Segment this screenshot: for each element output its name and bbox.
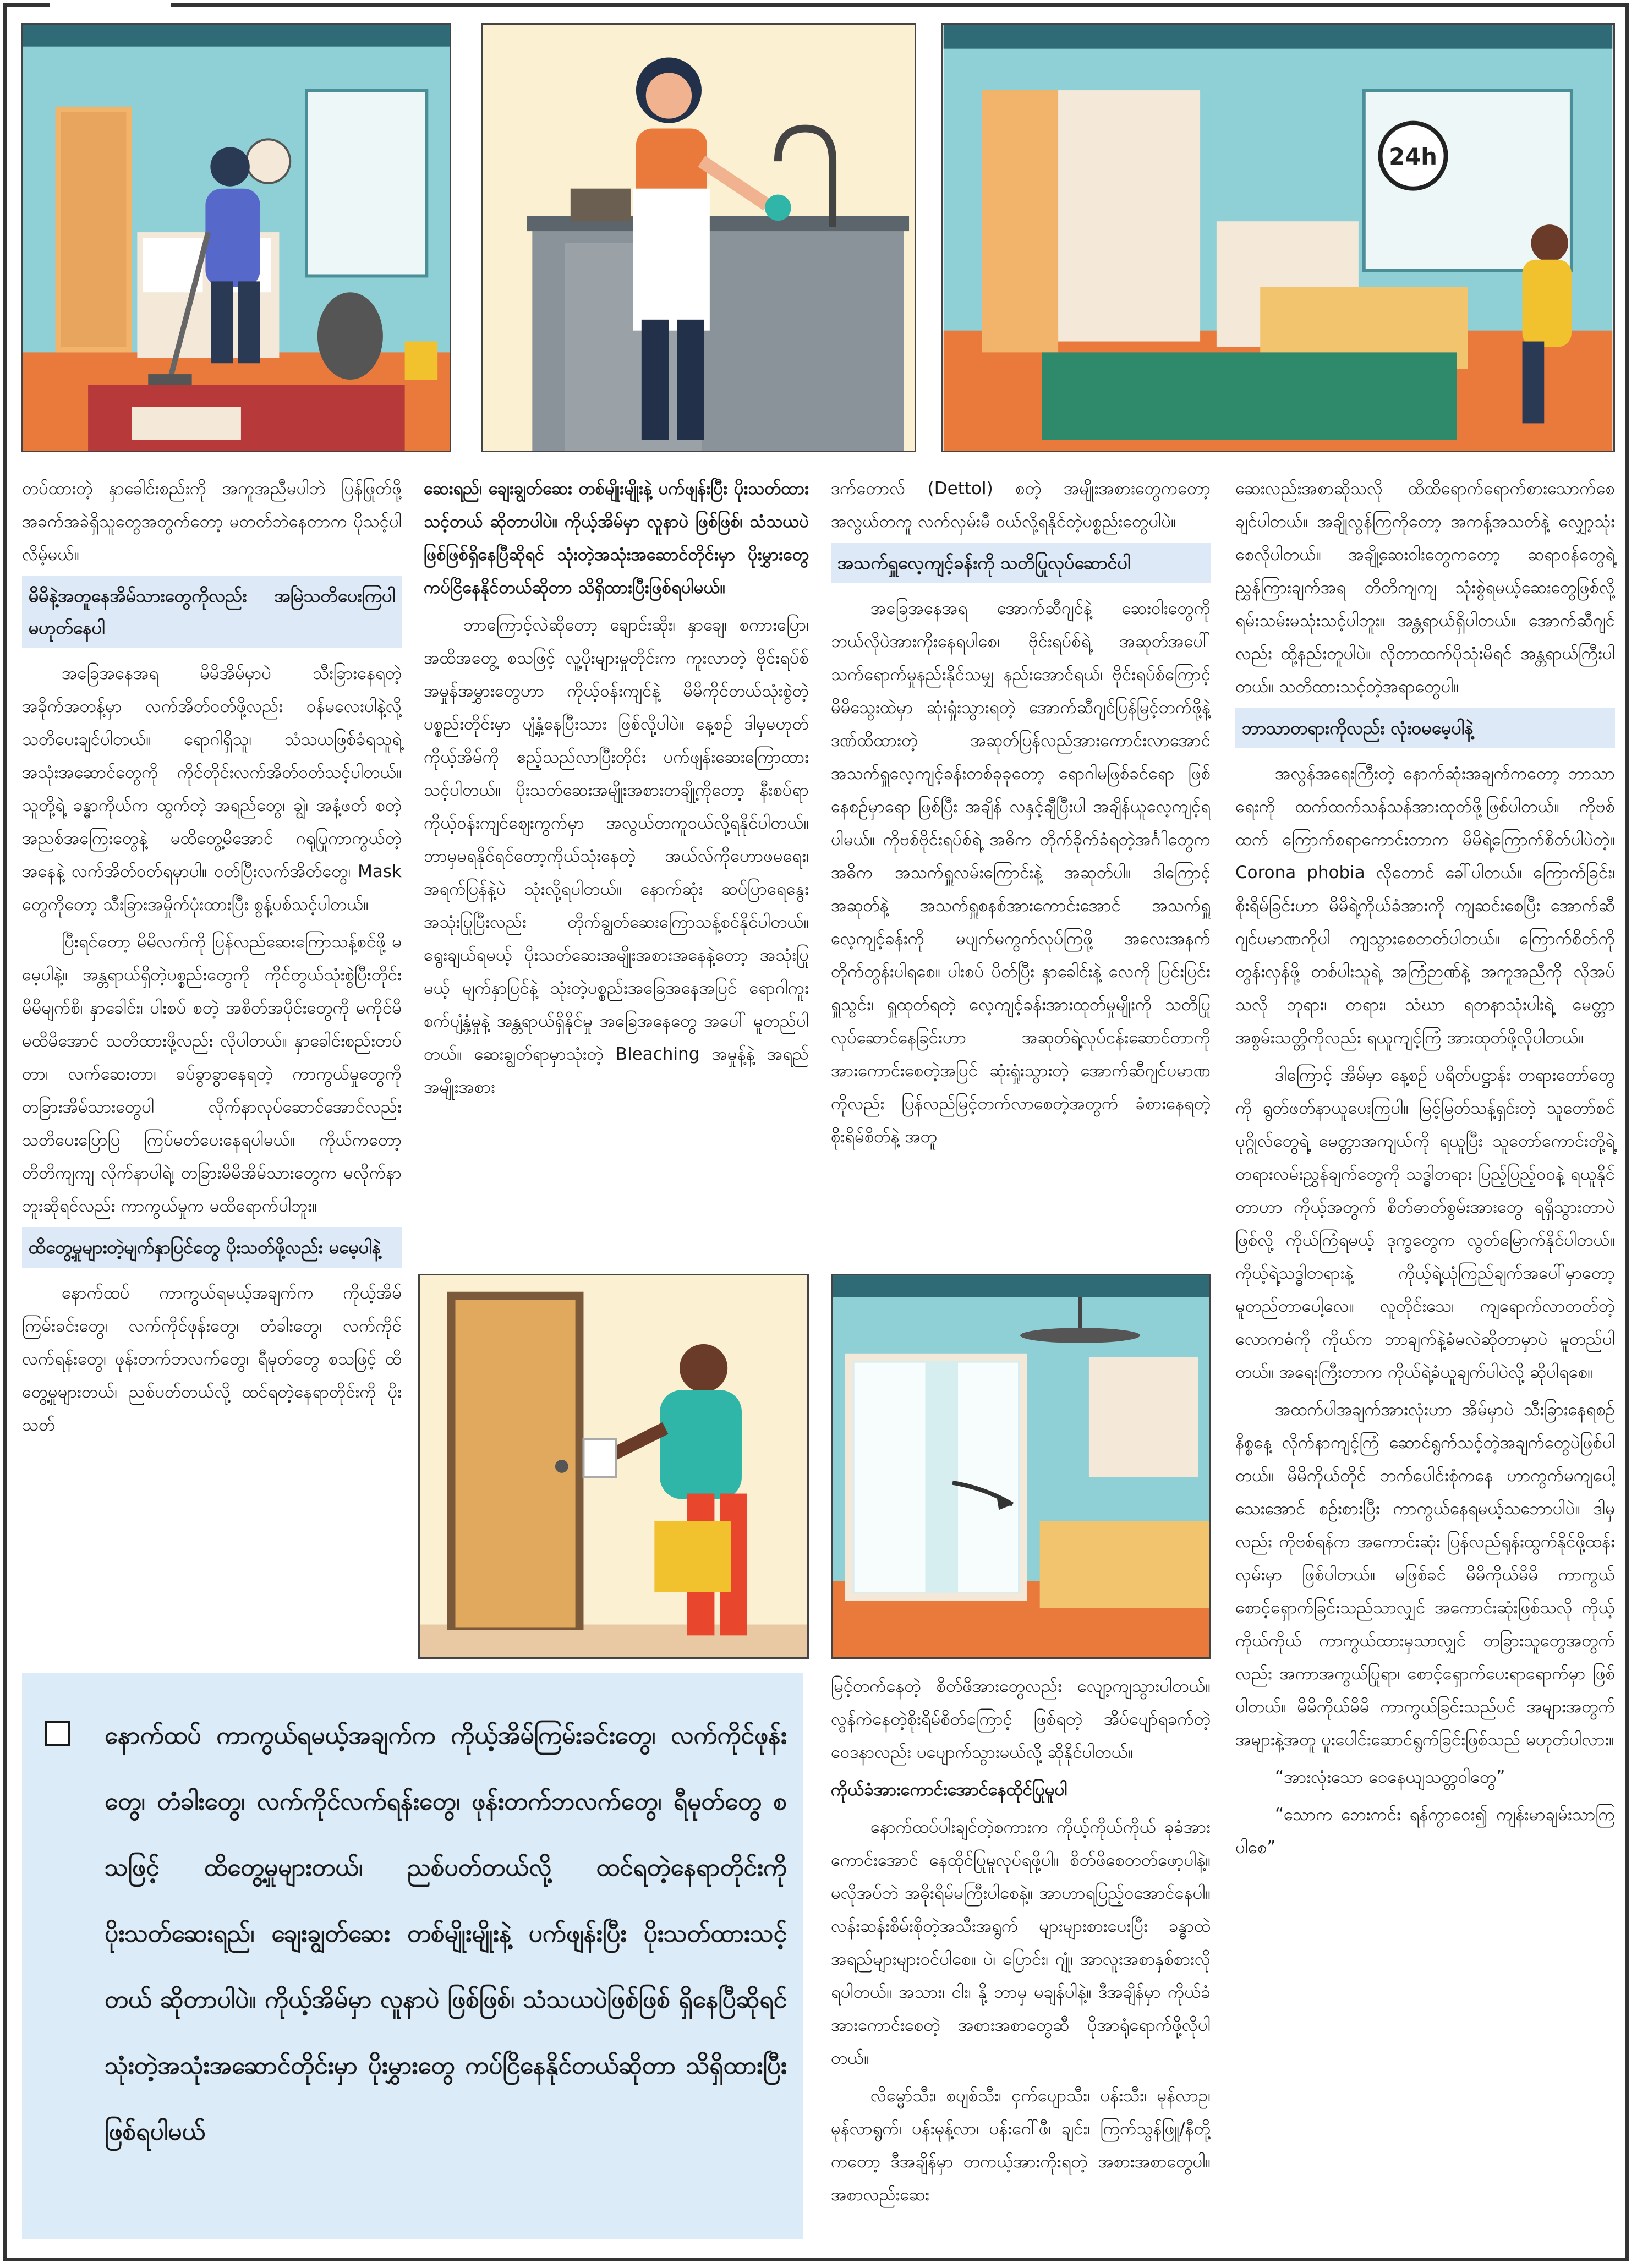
col4-quote-2: “သောက ဘေးကင်း ရန်ကွာဝေး၍ ကျန်းမာချမ်းသာကြပါစေ” <box>1235 1805 1615 1858</box>
washing-hands-icon <box>483 25 915 451</box>
illustration-vacuuming <box>21 23 451 452</box>
col4-paragraph-4: အထက်ပါအချက်အားလုံးဟာ အိမ်မှာပဲ သီးခြားနေရစဉ် နိစ္စနေ့ လိုက်နာကျင့်ကြံ ဆောင်ရွက်သင့်တဲ့အချက်တွေပဲဖြစ်ပါတယ်။ မိမိကိုယ်တိုင် ဘက်ပေါင်းစုံကနေ ဟာကွက်မကျပေါ့သေးအောင် စဉ်းစားပြီး ကာကွယ်နေရမယ့်သဘောပါပဲ။ ဒါမှလည်း ကိုဗစ်ရန်က အကောင်းဆုံး ပြန်လည်ရုန်းထွက်နိုင်ဖို့ထန်းလှမ်းမှာ ဖြစ်ပါတယ်။ မဖြစ်ခင် မိမိကိုယ်မိမိ ကာကွယ်စောင့်ရှောက်ခြင်းသည်သာလျှင် အကောင်းဆုံးဖြစ်သလို ကိုယ့်ကိုယ်ကိုယ် ကာကွယ်ထားမှသာလျှင် တခြားသူတွေအတွက်လည်း အကာအကွယ်ပြုရာ၊ စောင့်ရှောက်ပေးရာရောက်မှာ ဖြစ်ပါတယ်။ မိမိကိုယ်မိမိ ကာကွယ်ခြင်းသည်ပင် အများအတွက် အများနဲ့အတူ ပူးပေါင်းဆောင်ရွက်ခြင်းဖြစ်သည် မဟုတ်ပါလား။ <box>1235 1400 1615 1750</box>
col4-quote-1: “အားလုံးသော ဝေနေယျသတ္တဝါတွေ” <box>1275 1767 1505 1787</box>
col1-heading-2: ထိတွေ့မှုများတဲ့မျက်နှာပြင်တွေ ပိုးသတ်ဖို့လည်း မမေ့ပါနဲ့ <box>22 1227 402 1268</box>
col4-heading-1: ဘာသာတရားကိုလည်း လုံးဝမမေ့ပါနဲ့ <box>1235 708 1615 748</box>
wiping-door-icon <box>420 1275 807 1657</box>
col3-paragraph-5: လိမ္မော်သီး၊ စပျစ်သီး၊ ငှက်ပျောသီး၊ ပန်းသီး၊ မုန်လာဥ၊ မုန်လာရွက်၊ ပန်းမုန့်လာ၊ ပန်းဂေါ်ဖီ၊ ချင်း၊ ကြက်သွန်ဖြူ/နီတို့ကတော့ ဒီအချိန်မှာ တကယ့်အားကိုးရတဲ့ အစားအစာတွေပါ။ အစာလည်းဆေး <box>831 2086 1211 2205</box>
cleaning-clock-24h-icon <box>943 25 1613 451</box>
col4-paragraph-2: အလွန်အရေးကြီးတဲ့ နောက်ဆုံးအချက်ကတော့ ဘာသာရေးကို ထက်ထက်သန်သန်အားထုတ်ဖို့ဖြစ်ပါတယ်။ ကိုဗစ်ထက် ကြောက်စရာကောင်းတာက မိမိရဲ့ကြောက်စိတ်ပါပဲတဲ့။ Corona phobia လိုတောင် ခေါ်ပါတယ်။ ကြောက်ခြင်း၊ စိုးရိမ်ခြင်းဟာ မိမိရဲ့ကိုယ်ခံအားကို ကျဆင်းစေပြီး အောက်ဆီဂျင်ပမာဏကိုပါ ကျသွားစေတတ်ပါတယ်။ ကြောက်စိတ်ကိုတွန်းလှန်ဖို့ တစ်ပါးသူရဲ့ အကြံဉာဏ်နဲ့ အကူအညီကို လိုအပ်သလို ဘုရား၊ တရား၊ သံဃာ ရတနာသုံးပါးရဲ့ မေတ္တာအစွမ်းသတ္တိကိုလည်း ရယူကျင့်ကြံ အားထုတ်ဖို့လိုပါတယ်။ <box>1235 764 1615 1048</box>
callout-box <box>22 1673 803 2239</box>
col1-paragraph-4: နောက်ထပ် ကာကွယ်ရမယ့်အချက်က ကိုယ့်အိမ်ကြမ်းခင်းတွေ၊ လက်ကိုင်ဖုန်းတွေ၊ တံခါးတွေ၊ လက်ကိုင်လက်ရန်းတွေ၊ ဖုန်းတက်ဘလက်တွေ၊ ရီမုတ်တွေ စသဖြင့် ထိတွေ့မှုများတယ်၊ ညစ်ပတ်တယ်လို့ ထင်ရတဲ့နေရာတိုင်းကို ပိုးသတ် <box>22 1283 402 1435</box>
col1-paragraph-2: အခြေအနေအရ မိမိအိမ်မှာပဲ သီးခြားနေရတဲ့ အခိုက်အတန့်မှာ လက်အိတ်ဝတ်ဖို့လည်း ဝန်မလေးပါနဲ့လို့ သတိပေးချင်ပါတယ်။ ရောဂါရှိသူ၊ သံသယဖြစ်ခံရသူရဲ့ အသုံးအဆောင်တွေကို ကိုင်တိုင်းလက်အိတ်ဝတ်သင့်ပါတယ်။ သူတို့ရဲ့ ခန္ဓာကိုယ်က ထွက်တဲ့ အရည်တွေ၊ ချွဲ၊ အနံ့ဖတ် စတဲ့ အညစ်အကြေးတွေနဲ့ မထိတွေ့မိအောင် ဂရုပြုကာကွယ်တဲ့ အနေနဲ့ လက်အိတ်ဝတ်ရမှာပါ။ ဝတ်ပြီးလက်အိတ်တွေ၊ Mask တွေကိုတော့ သီးခြားအမှိုက်ပုံးထားပြီး စွန့်ပစ်သင့်ပါတယ်။ <box>22 664 402 914</box>
page-tab-notch <box>50 0 171 8</box>
col2-paragraph-1: ဆေးရည်၊ ချေးချွတ်ဆေး တစ်မျိုးမျိုးနဲ့ ပက်ဖျန်းပြီး ပိုးသတ်ထားသင့်တယ် ဆိုတာပါပဲ။ ကိုယ့်အိမ်မှာ လူနာပဲ ဖြစ်ဖြစ်၊ သံသယပဲဖြစ်ဖြစ်ရှိနေပြီဆိုရင် သုံးတဲ့အသုံးအဆောင်တိုင်းမှာ ပိုးမွှားတွေ ကပ်ငြိနေနိုင်တယ်ဆိုတာ သိရှိထားပြီးဖြစ်ရပါမယ်။ <box>424 479 809 598</box>
col4-paragraph-1: ဆေးလည်းအစာဆိုသလို ထိထိရောက်ရောက်စားသောက်စေချင်ပါတယ်။ အချိုလွန်ကြကိုတော့ အကန့်အသတ်နဲ့ လျှော့သုံးစေလိုပါတယ်။ အချို့ဆေးဝါးတွေကတော့ ဆရာဝန်တွေရဲ့ ညွှန်ကြားချက်အရ တိတိကျကျ သုံးစွဲရမယ့်ဆေးတွေဖြစ်လို့ ရမ်းသမ်းမသုံးသင့်ပါဘူး။ အန္တရာယ်ရှိပါတယ်။ အောက်ဆီဂျင်လည်း ထို့နည်းတူပါပဲ။ လိုတာထက်ပိုသုံးမိရင် အန္တရာယ်ကြီးပါတယ်။ သတိထားသင့်တဲ့အရာတွေပါ။ <box>1235 479 1615 697</box>
illustration-open-window <box>831 1274 1211 1659</box>
column-1 <box>22 472 402 1446</box>
col2-paragraph-2: ဘာကြောင့်လဲဆိုတော့ ချောင်းဆိုး၊ နှာချေ၊ စကားပြော၊ အထိအတွေ့ စသဖြင့် လူ့ပိုးများမှုတိုင်းက ကူးလာတဲ့ ဗိုင်းရပ်စ်အမှုန်အမွှားတွေဟာ ကိုယ့်ဝန်းကျင်နဲ့ မိမိကိုင်တယ်သုံးစွဲတဲ့ ပစ္စည်းတိုင်းမှာ ပျံ့နှံ့နေပြီးသား ဖြစ်လို့ပါပဲ။ နေ့စဉ် ဒါမှမဟုတ် ကိုယ့်အိမ်ကို ဧည့်သည်လာပြီးတိုင်း ပက်ဖျန်းဆေးကြောထားသင့်ပါတယ်။ ပိုးသတ်ဆေးအမျိုးအစားတချို့ကိုတော့ နီးစပ်ရာကိုယ့်ဝန်းကျင်ဈေးကွက်မှာ အလွယ်တကူဝယ်လို့ရနိုင်ပါတယ်။ ဘာမှမရနိုင်ရင်တော့ကိုယ်သုံးနေတဲ့ အယ်လ်ကိုဟောဖမရေး၊ အရက်ပြန်နဲ့ပဲ သုံးလို့ရပါတယ်။ နောက်ဆုံး ဆပ်ပြာရေနွေးအသုံးပြုပြီးလည်း တိုက်ချွတ်ဆေးကြောသန့်စင်နိုင်ပါတယ်။ ရွေးချယ်ရမယ့် ပိုးသတ်ဆေးအမျိုးအစားအနေနဲ့တော့ အသုံးပြုမယ့် မျက်နှာပြင်နဲ့ သုံးတဲ့ပစ္စည်းအခြေအနေအပြင် ရောဂါကူးစက်ပျံ့နှံ့မှုနဲ့ အန္တရာယ်ရှိနိုင်မှု အခြေအနေတွေ အပေါ် မူတည်ပါတယ်။ ဆေးချွတ်ရာမှာသုံးတဲ့ Bleaching အမှုန့်နဲ့ အရည်အမျိုးအစား <box>424 615 809 1097</box>
vacuuming-room-icon <box>23 25 450 451</box>
col3-paragraph-3: မြင့်တက်နေတဲ့ စိတ်ဖိအားတွေလည်း လျော့ကျသွားပါတယ်။ လွန်ကဲနေတဲ့စိုးရိမ်စိတ်ကြောင့် ဖြစ်ရတဲ့ အိပ်ပျော်ရခက်တဲ့ဝေဒနာလည်း ပပျောက်သွားမယ်လို့ ဆိုနိုင်ပါတယ်။ <box>831 1677 1211 1762</box>
checkbox-icon <box>45 1721 70 1746</box>
col1-heading-1: မိမိနဲ့အတူနေအိမ်သားတွေကိုလည်း အမြဲသတိပေးကြပါမဟုတ်နေပါ <box>22 576 402 648</box>
col4-paragraph-3: ဒါကြောင့် အိမ်မှာ နေ့စဉ် ပရိတ်ပဋ္ဌာန်း တရားတော်တွေကို ရွတ်ဖတ်နာယူပေးကြပါ။ မြင့်မြတ်သန့်ရှင်းတဲ့ သူတော်စင်ပုဂ္ဂိုလ်တွေရဲ့ မေတ္တာအကျယ်ကို ရယူပြီး သူတော်ကောင်းတို့ရဲ့ တရားလမ်းညွှန်ချက်တွေကို သဒ္ဓါတရား ပြည့်ပြည့်ဝဝနဲ့ ရယူနိုင်တာဟာ ကိုယ့်အတွက် စိတ်ဓာတ်စွမ်းအားတွေ ရရှိသွားတာပဲဖြစ်လို့ ကိုယ်ကြံရမယ့် ဒုက္ခတွေက လွတ်မြောက်နိုင်ပါတယ်။ ကိုယ့်ရဲ့သဒ္ဓါတရားနဲ့ ကိုယ့်ရဲ့ယုံကြည်ချက်အပေါ်မှာတော့ မူတည်တာပေါ့လေ။ လူတိုင်းသေ၊ ကျရောက်လာတတ်တဲ့ လောကဓံကို ကိုယ်က ဘာချက်နဲ့ခံမလဲဆိုတာမှာပဲ မူတည်ပါတယ်။ အရေးကြီးတာက ကိုယ်ရဲ့ခံယူချက်ပါပဲလို့ ဆိုပါရစေ။ <box>1235 1065 1615 1382</box>
illustration-cleaning-24h <box>941 23 1615 452</box>
col1-paragraph-3: ပြီးရင်တော့ မိမိလက်ကို ပြန်လည်ဆေးကြောသန့်စင်ဖို့ မမေ့ပါနဲ့။ အန္တရာယ်ရှိတဲ့ပစ္စည်းတွေကို ကိုင်တွယ်သုံးစွဲပြီးတိုင်း မိမိမျက်စိ၊ နှာခေါင်း၊ ပါးစပ် စတဲ့ အစိတ်အပိုင်းတွေကို မကိုင်မိ မထိမိအောင် သတိထားဖို့လည်း လိုပါတယ်။ နှာခေါင်းစည်းတပ်တာ၊ လက်ဆေးတာ၊ ခပ်ခွာခွာနေရတဲ့ ကာကွယ်မှုတွေကို တခြားအိမ်သားတွေပါ လိုက်နာလုပ်ဆောင်အောင်လည်း သတိပေးပြောပြ ကြပ်မတ်ပေးနေရပါမယ်။ ကိုယ်ကတော့ တိတိကျကျ လိုက်နာပါရဲ့၊ တခြားမိမိအိမ်သားတွေက မလိုက်နာဘူးဆိုရင်လည်း ကာကွယ်မှုက မထိရောက်ပါဘူး။ <box>22 932 402 1216</box>
col3-paragraph-1: ဒက်တောလ် (Dettol) စတဲ့ အမျိုးအစားတွေကတော့ အလွယ်တကူ လက်လှမ်းမီ ဝယ်လို့ရနိုင်တဲ့ပစ္စည်းတွေပါပဲ။ <box>831 479 1211 532</box>
column-2 <box>424 472 809 1108</box>
column-3-bottom <box>831 1670 1211 2216</box>
callout-text: နောက်ထပ် ကာကွယ်ရမယ့်အချက်က ကိုယ့်အိမ်ကြမ်းခင်းတွေ၊ လက်ကိုင်ဖုန်းတွေ၊ တံခါးတွေ၊ လက်ကိုင်လက်ရန်းတွေ၊ ဖုန်းတက်ဘလက်တွေ၊ ရီမုတ်တွေ စသဖြင့် ထိတွေ့မှုများတယ်၊ ညစ်ပတ်တယ်လို့ ထင်ရတဲ့နေရာတိုင်းကို ပိုးသတ်ဆေးရည်၊ ချေးချွတ်ဆေး တစ်မျိုးမျိုးနဲ့ ပက်ဖျန်းပြီး ပိုးသတ်ထားသင့်တယ် ဆိုတာပါပဲ။ ကိုယ့်အိမ်မှာ လူနာပဲ ဖြစ်ဖြစ်၊ သံသယပဲဖြစ်ဖြစ် ရှိနေပြီဆိုရင် သုံးတဲ့အသုံးအဆောင်တိုင်းမှာ ပိုးမွှားတွေ ကပ်ငြိနေနိုင်တယ်ဆိုတာ သိရှိထားပြီးဖြစ်ရပါမယ် <box>105 1722 787 2146</box>
illustration-wiping-door <box>418 1274 809 1659</box>
column-3-top <box>831 472 1211 1158</box>
col1-paragraph-1: တပ်ထားတဲ့ နှာခေါင်းစည်းကို အကူအညီမပါဘဲ ပြန်ဖြုတ်ဖို့ အခက်အခဲရှိသူတွေအတွက်တော့ မတတ်ဘဲနေတာက ပိုသင့်ပါလိမ့်မယ်။ <box>22 479 402 565</box>
illustration-washing-hands <box>481 23 916 452</box>
col3-heading-2: ကိုယ်ခံအားကောင်းအောင်နေထိုင်ပြုမူပါ <box>831 1780 1067 1800</box>
column-4 <box>1235 472 1615 1869</box>
col3-paragraph-4: နောက်ထပ်ပါးချင်တဲ့စကားက ကိုယ့်ကိုယ်ကိုယ် ခုခံအားကောင်းအောင် နေထိုင်ပြုမူလုပ်ရဖို့ပါ။ စိတ်ဖိစေတတ်ဖော့ပါနဲ့။ မလိုအပ်ဘဲ အဓိုးရိမ်မကြီးပါစေနဲ့။ အာဟာရပြည့်ဝအောင်နေပါ။ လန်းဆန်းစိမ်းစိုတဲ့အသီးအရွက် များများစားပေးပြီး ခန္ဓာထဲ အရည်များများဝင်ပါစေ။ ပဲ၊ ပြောင်း၊ ဂျုံ၊ အာလူးအစာနှစ်စားလိုရပါတယ်။ အသား၊ ငါး၊ နို့ ဘာမှ မချန်ပါနဲ့။ ဒီအချိန်မှာ ကိုယ်ခံအားကောင်းစေတဲ့ အစားအစာတွေဆီ ပိုအာရုံရောက်ဖို့လိုပါတယ်။ <box>831 1817 1211 2068</box>
svg-text:24h: 24h <box>1389 143 1437 171</box>
col3-paragraph-2: အခြေအနေအရ အောက်ဆီဂျင်နဲ့ ဆေးဝါးတွေကို ဘယ်လိုပဲအားကိုးနေရပါစေ၊ ဗိုင်းရပ်စ်ရဲ့ အဆုတ်အပေါ် သက်ရောက်မှုနည်းနိုင်သမျှ နည်းအောင်ရယ်၊ ဗိုင်းရပ်စ်ကြောင့် မိမိသွေးထဲမှာ ဆုံးရှုံးသွားရတဲ့ အောက်ဆီဂျင်ပြန်မြင့်တက်ဖို့နဲ့ ဒဏ်ထိထားတဲ့ အဆုတ်ပြန်လည်အားကောင်းလာအောင် အသက်ရှူလေ့ကျင့်ခန်းတစ်ခုခုတော့ ရောဂါမဖြစ်ခင်ရော ဖြစ်နေစဉ်မှာရော ဖြစ်ပြီး အချိန် လနှင့်ချီပြီးပါ အချိန်ယူလေ့ကျင့်ရပါမယ်။ ကိုဗစ်ဗိုင်းရပ်စ်ရဲ့ အဓိက တိုက်ခိုက်ခံရတဲ့အင်္ဂါတွေက အဓိက အသက်ရှူလမ်းကြောင်းနဲ့ အဆုတ်ပါ။ ဒါကြောင့် အဆုတ်နဲ့ အသက်ရှူစနစ်အားကောင်းအောင် အသက်ရှူလေ့ကျင့်ခန်းကို မပျက်မကွက်လုပ်ကြဖို့ အလေးအနက် တိုက်တွန်းပါရစေ။ ပါးစပ် ပိတ်ပြီး နှာခေါင်းနဲ့ လေကို ပြင်းပြင်းရှူသွင်း၊ ရှူထုတ်ရတဲ့ လေ့ကျင့်ခန်းအားထုတ်မှုမျိုးကို သတိပြုလုပ်ဆောင်နေခြင်းဟာ အဆုတ်ရဲ့လုပ်ငန်းဆောင်တာကို အားကောင်းစေတဲ့အပြင် ဆုံးရှုံးသွားတဲ့ အောက်ဆီဂျင်ပမာဏကိုလည်း ပြန်လည်မြင့်တက်လာစေတဲ့အတွက် ခံစားနေရတဲ့ စိုးရိမ်စိတ်နဲ့ အတူ <box>831 599 1211 1147</box>
open-window-icon <box>833 1275 1209 1657</box>
col3-heading-1: အသက်ရှူလေ့ကျင့်ခန်းကို သတိပြုလုပ်ဆောင်ပါ <box>831 543 1211 583</box>
